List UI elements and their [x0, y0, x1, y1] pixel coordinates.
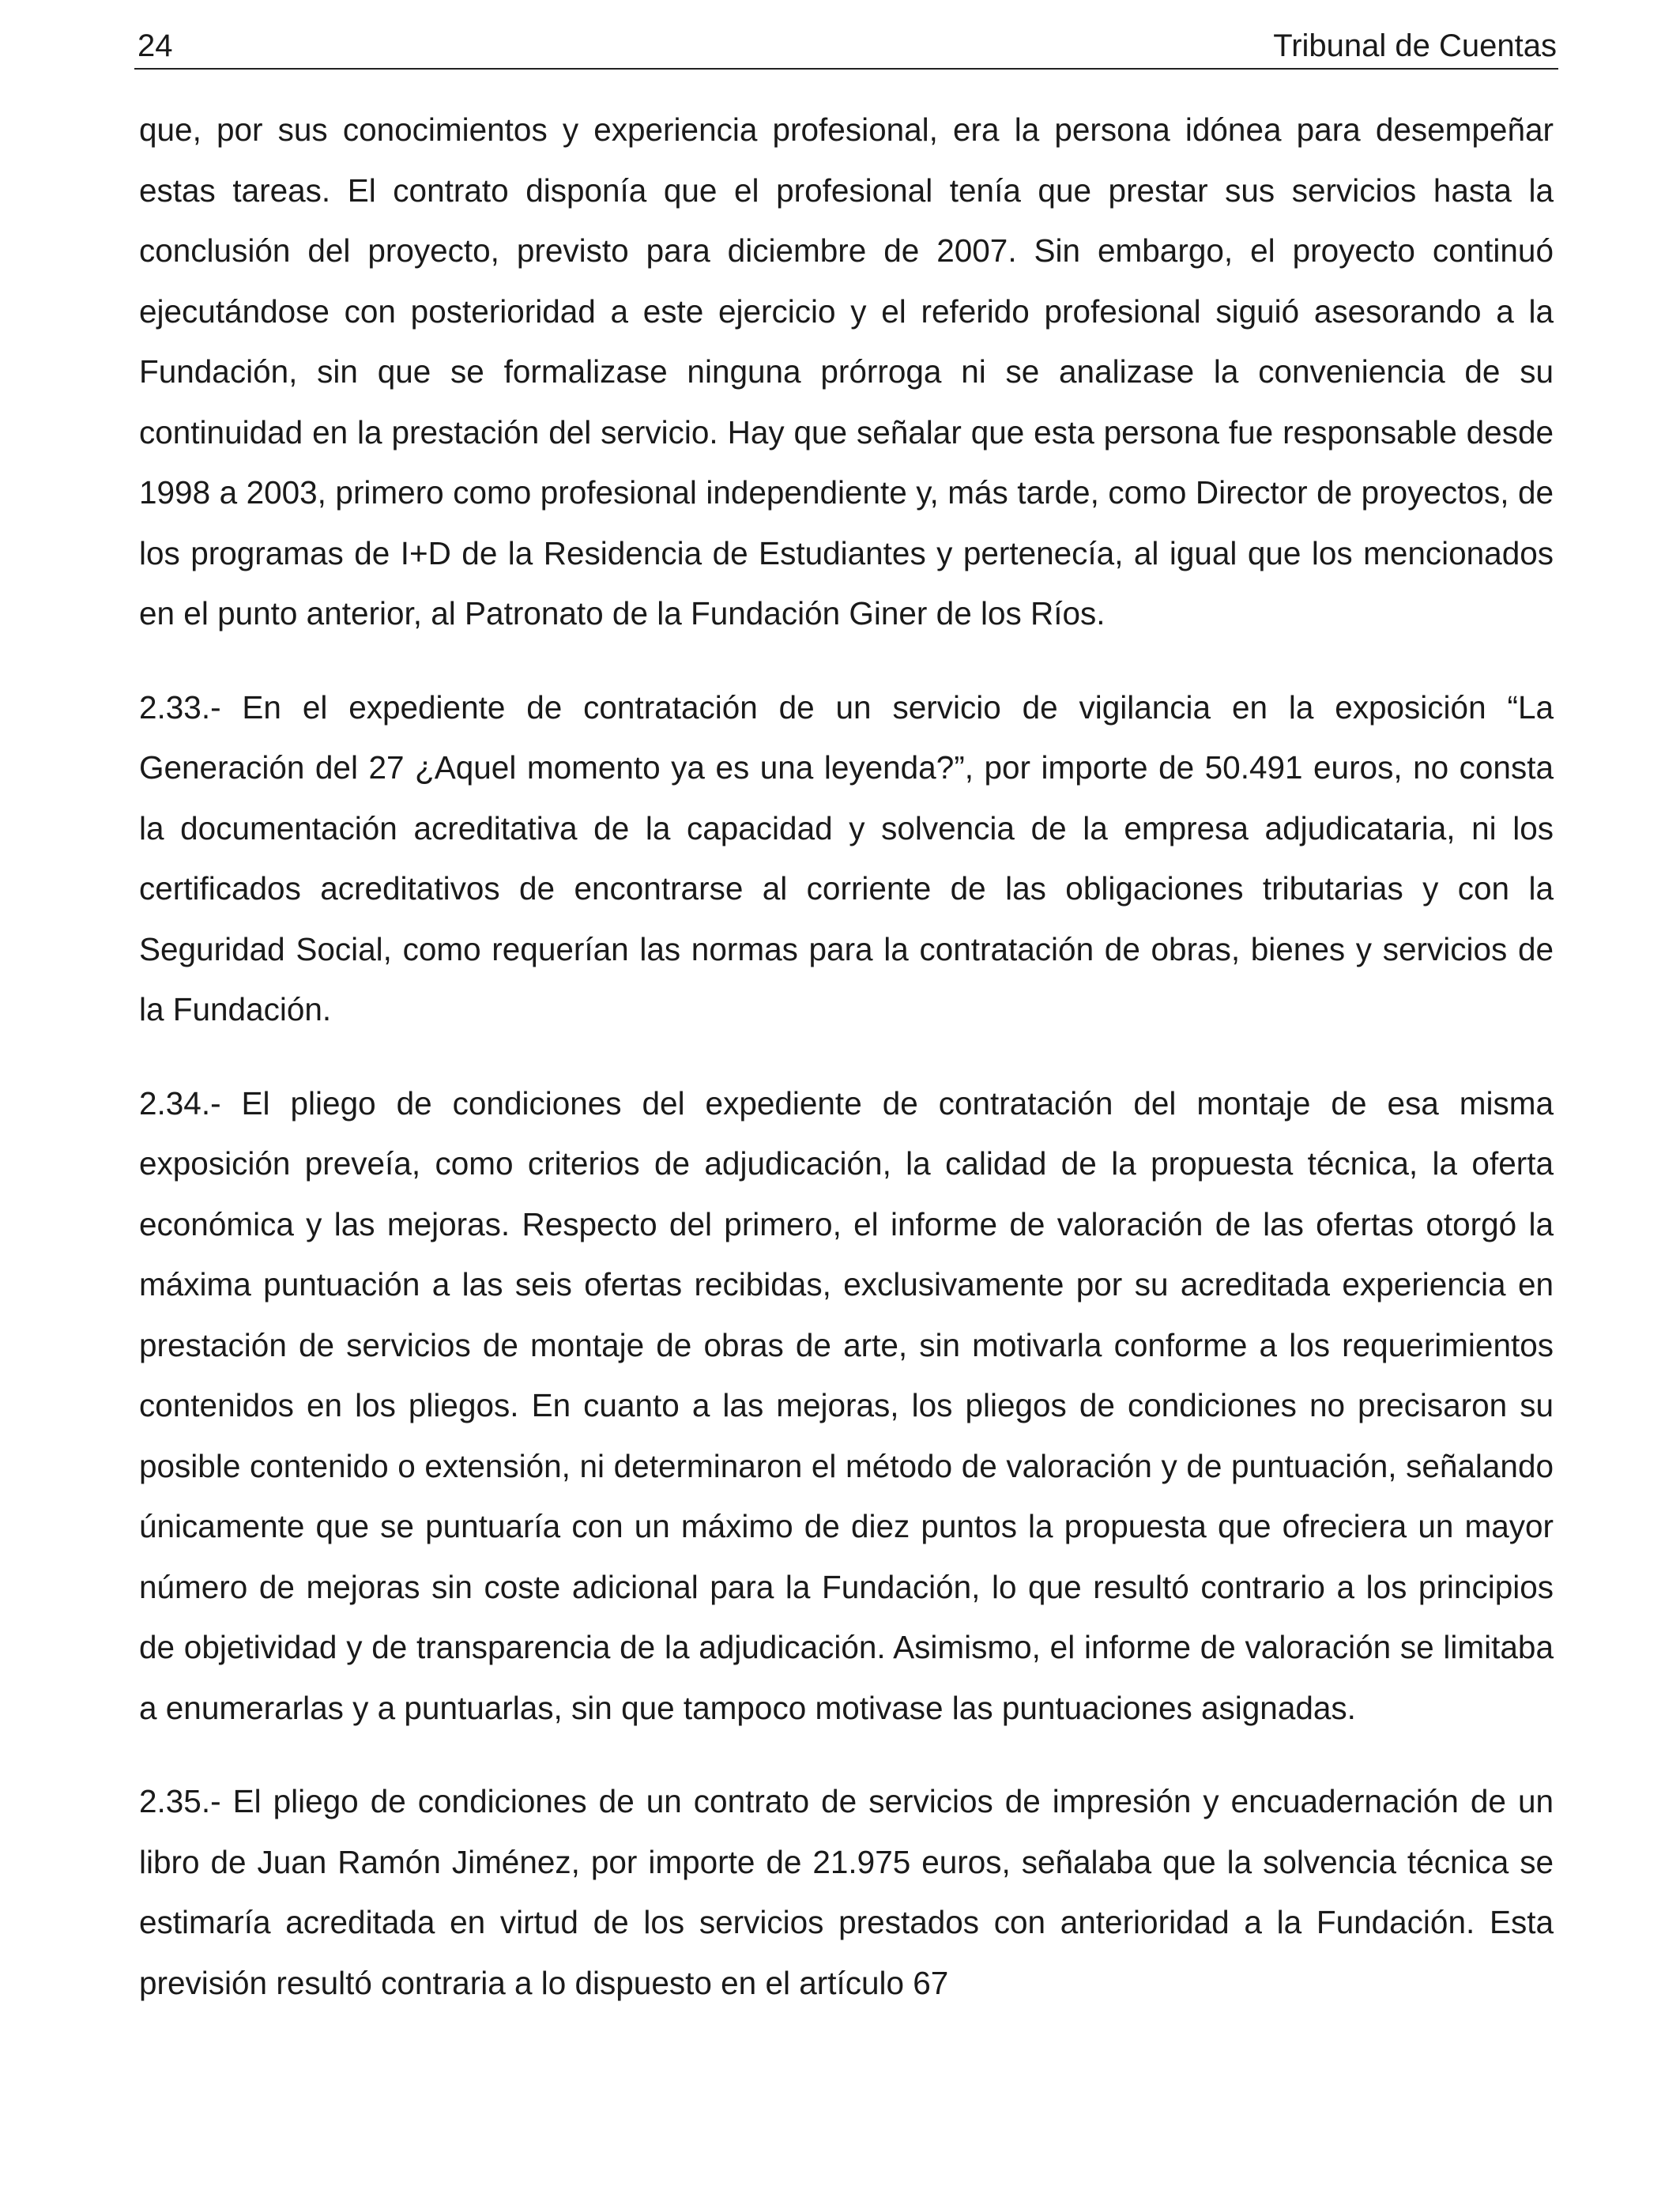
- page-header: [134, 22, 1558, 70]
- paragraph-2-35: 2.35.- El pliego de condiciones de un contrato de servicios de impresión y encuadernación de un libro de Juan Ramón Jiménez, por importe de 21.975 euros, señalaba que la solvencia técnica se estimaría acreditada en virtud de los servicios prestados con anterioridad a la Fundación. Esta previsión resultó contraria a lo dispuesto en el artículo 67: [139, 1783, 1554, 2001]
- page-number: 24: [137, 28, 173, 63]
- paragraph-2-34: 2.34.- El pliego de condiciones del expediente de contratación del montaje de esa misma exposición preveía, como criterios de adjudicación, la calidad de la propuesta técnica, la oferta económica y las mejoras. Respecto del primero, el informe de valoración de las ofertas otorgó la máxima puntuación a las seis ofertas recibidas, exclusivamente por su acreditada experiencia en prestación de servicios de montaje de obras de arte, sin motivarla conforme a los requerimientos contenidos en los pliegos. En cuanto a las mejoras, los pliegos de condiciones no precisaron su posible contenido o extensión, ni determinaron el método de valoración y de puntuación, señalando únicamente que se puntuaría con un máximo de diez puntos la propuesta que ofreciera un mayor número de mejoras sin coste adicional para la Fundación, lo que resultó contrario a los principios de objetividad y de transparencia de la adjudicación. Asimismo, el informe de valoración se limitaba a enumerarlas y a puntuarlas, sin que tampoco motivase las puntuaciones asignadas.: [139, 1084, 1554, 1726]
- paragraph-2-33: 2.33.- En el expediente de contratación de un servicio de vigilancia en la exposición “La Generación del 27 ¿Aquel momento ya es una leyenda?”, por importe de 50.491 euros, no consta la documentación acreditativa de la capacidad y solvencia de la empresa adjudicataria, ni los certificados acreditativos de encontrarse al corriente de las obligaciones tributarias y con la Seguridad Social, como requerían las normas para la contratación de obras, bienes y servicios de la Fundación.: [139, 688, 1554, 1027]
- document-body: [139, 100, 1554, 2046]
- paragraph-continuation: que, por sus conocimientos y experiencia profesional, era la persona idónea para desempeñar estas tareas. El contrato disponía que el profesional tenía que prestar sus servicios hasta la conclusión del proyecto, previsto para diciembre de 2007. Sin embargo, el proyecto continuó ejecutándose con posterioridad a este ejercicio y el referido profesional siguió asesorando a la Fundación, sin que se formalizase ninguna prórroga ni se analizase la conveniencia de su continuidad en la prestación del servicio. Hay que señalar que esta persona fue responsable desde 1998 a 2003, primero como profesional independiente y, más tarde, como Director de proyectos, de los programas de I+D de la Residencia de Estudiantes y pertenecía, al igual que los mencionados en el punto anterior, al Patronato de la Fundación Giner de los Ríos.: [139, 111, 1554, 631]
- running-title: Tribunal de Cuentas: [1273, 28, 1557, 63]
